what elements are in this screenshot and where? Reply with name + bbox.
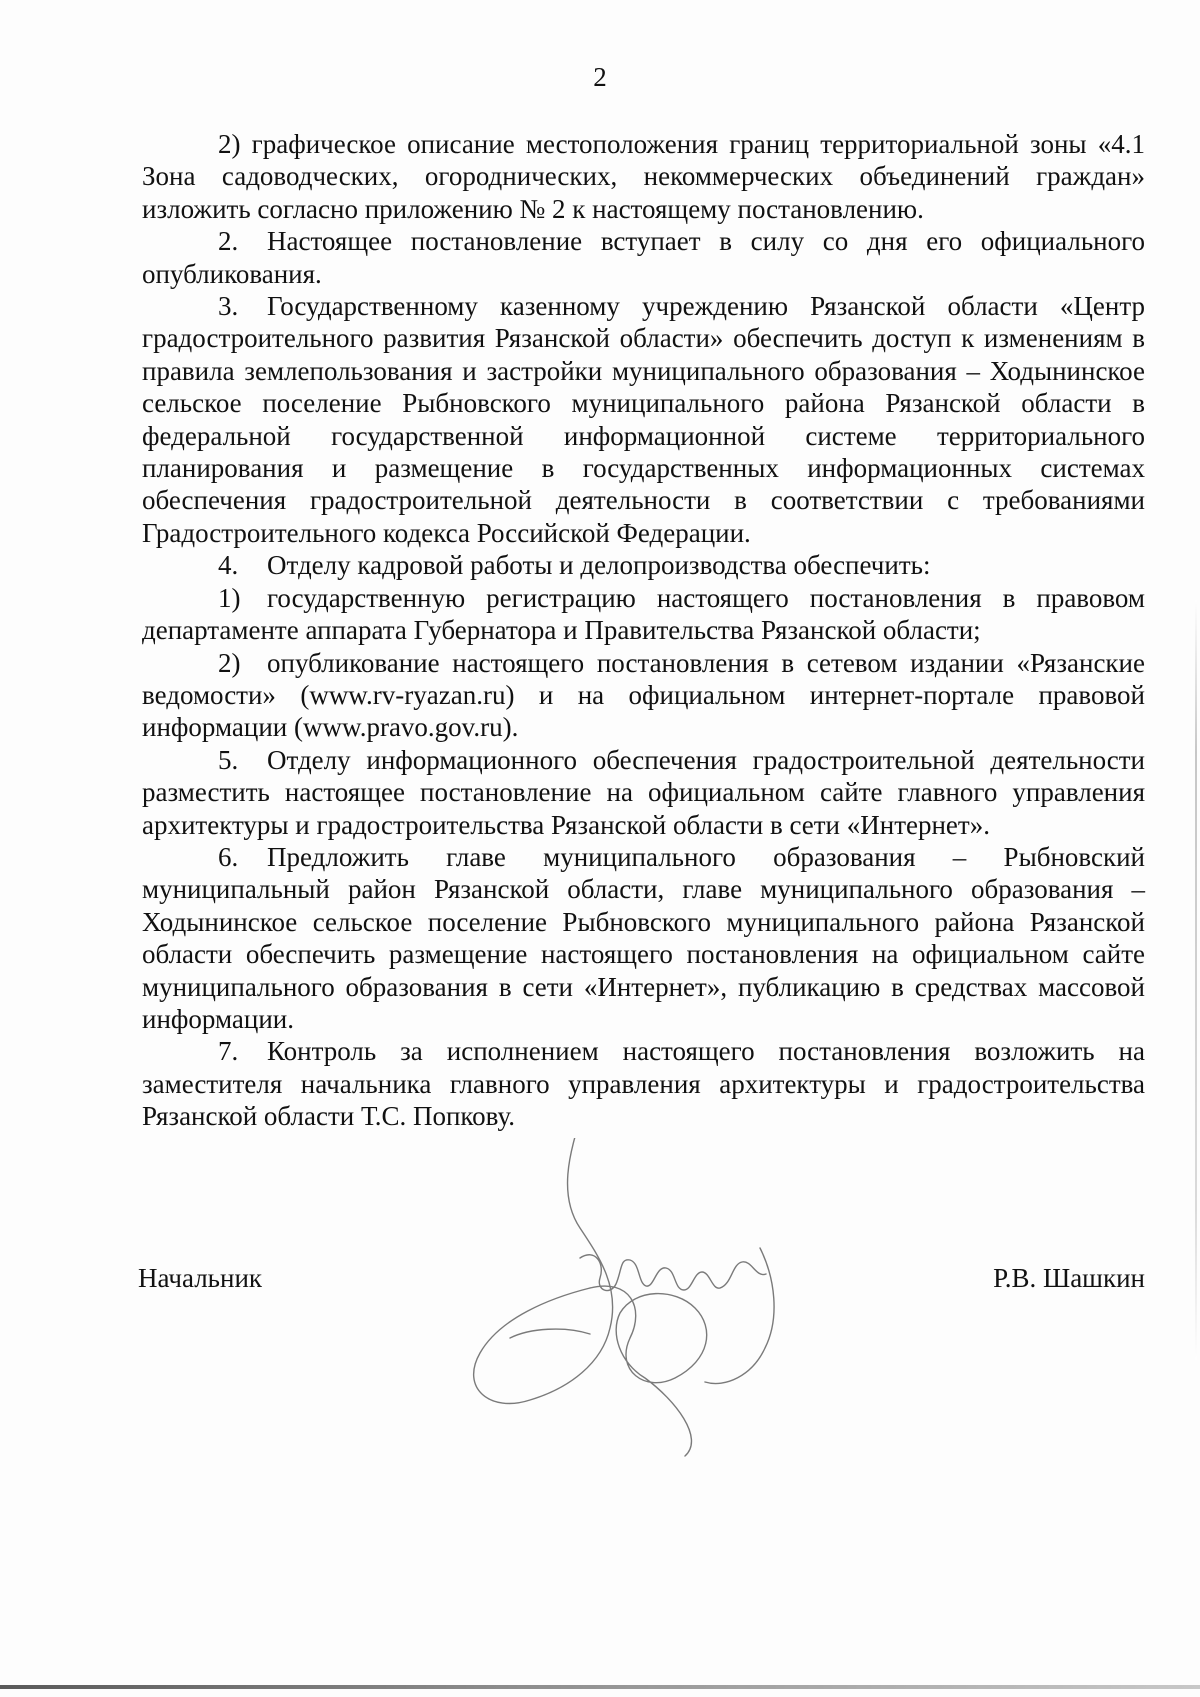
signatory-position: Начальник <box>138 1263 263 1293</box>
item-2 <box>142 225 1145 290</box>
item-text: опубликование настоящего постановления в сетевом издании «Рязанские ведомости» (www.rv-ryazan.ru) и на официальном интернет-портале правовой информации (www.pravo.gov.ru). <box>142 647 1145 743</box>
item-number: 2) <box>218 647 241 678</box>
item-6 <box>142 841 1145 1035</box>
item-5 <box>142 744 1145 841</box>
item-text: Отделу кадровой работы и делопроизводства обеспечить: <box>267 550 931 581</box>
item-number: 3. <box>218 291 239 322</box>
signatory-name: Р.В. Шашкин <box>993 1263 1145 1293</box>
scan-bottom-border <box>0 1685 1200 1689</box>
scan-edge-line <box>1195 600 1197 1360</box>
item-number: 7. <box>218 1036 239 1067</box>
item-7 <box>142 1035 1145 1132</box>
paragraph-graphic-description: 2) графическое описание местоположения границ территориальной зоны «4.1 Зона садоводческих, огороднических, некоммерческих объединений граждан» изложить согласно приложению № 2 к настоящему постановлению. <box>142 129 1145 224</box>
item-text: Настоящее постановление вступает в силу со дня его официального опубликования. <box>142 226 1145 289</box>
document-body <box>142 128 1145 1133</box>
item-number: 5. <box>218 744 239 775</box>
handwritten-signature <box>470 1138 810 1458</box>
item-text: Отделу информационного обеспечения градостроительной деятельности разместить настоящее постановление на официальном сайте главного управления архитектуры и градостроительства Рязанской области в сети «Интернет». <box>142 744 1145 840</box>
page-number: 2 <box>593 62 607 92</box>
item-text: государственную регистрацию настоящего постановления в правовом департаменте аппарата Губернатора и Правительства Рязанской области; <box>142 582 1145 646</box>
subitem-4-2 <box>142 647 1145 744</box>
item-number: 6. <box>218 841 239 872</box>
item-number: 2. <box>218 226 239 257</box>
item-number: 1) <box>218 582 241 613</box>
item-text: Контроль за исполнением настоящего постановления возложить на заместителя начальника главного управления архитектуры и градостроительства Рязанской области Т.С. Попкову. <box>142 1036 1145 1132</box>
item-3 <box>142 290 1145 549</box>
item-number: 4. <box>218 550 239 581</box>
item-text: Предложить главе муниципального образования – Рыбновский муниципальный район Рязанской области, главе муниципального образования – Ходынинское сельское поселение Рыбновского муниципального района Рязанской области обеспечить размещение настоящего постановления на официальном сайте муниципального образования в сети «Интернет», публикацию в средствах массовой информации. <box>142 841 1145 1034</box>
item-text: Государственному казенному учреждению Рязанской области «Центр градостроительного развития Рязанской области» обеспечить доступ к изменениям в правила землепользования и застройки муниципального образования – Ходынинское сельское поселение Рыбновского муниципального района Рязанской области в федеральной государственной информационной системе территориального планирования и размещение в государственных информационных системах обеспечения градостроительной деятельности в соответствии с требованиями Градостроительного кодекса Российской Федерации. <box>142 291 1145 548</box>
subitem-4-1 <box>142 582 1145 647</box>
item-4 <box>142 549 1145 581</box>
